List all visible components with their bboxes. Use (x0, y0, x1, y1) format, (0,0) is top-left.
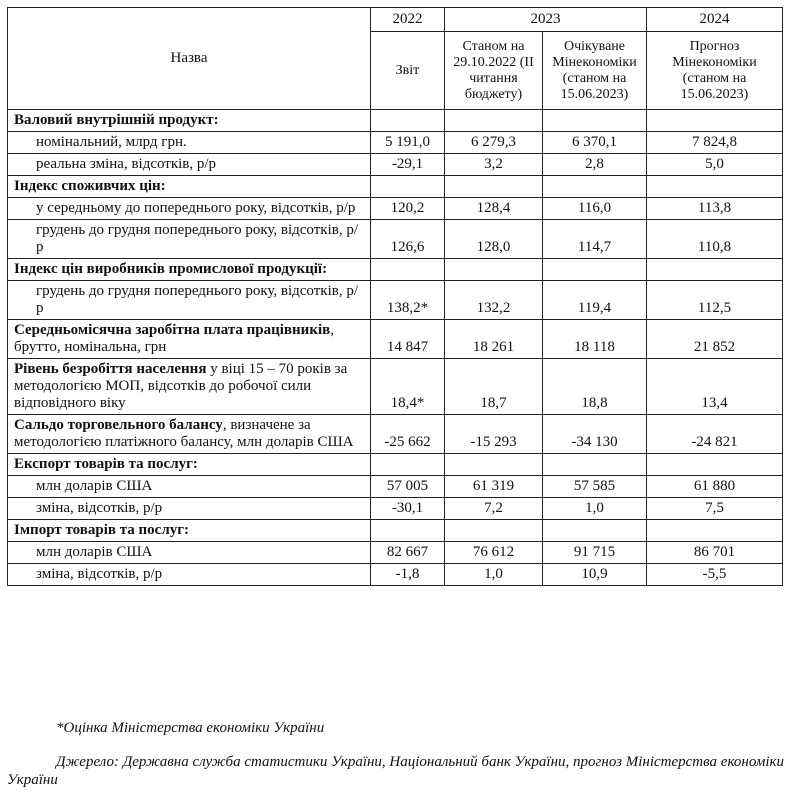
row-value: 82 667 (371, 542, 445, 564)
row-value: 119,4 (543, 281, 647, 320)
row-value (543, 259, 647, 281)
row-value: 57 585 (543, 476, 647, 498)
row-value: 86 701 (647, 542, 783, 564)
row-label-bold: Експорт товарів та послуг: (14, 456, 198, 472)
row-label: млн доларів США (8, 476, 371, 498)
row-label-rest: у віці 15 – 70 років за методологією МОП, відсотків до робочої сили відповідного віку (14, 361, 348, 411)
table-row (8, 542, 783, 564)
table-row (8, 259, 783, 281)
row-value: 138,2* (371, 281, 445, 320)
row-label: зміна, відсотків, р/р (8, 564, 371, 586)
header-report: Звіт (371, 32, 445, 110)
row-value (543, 176, 647, 198)
header-year-2023: 2023 (445, 8, 647, 32)
row-value: 7,5 (647, 498, 783, 520)
row-label-bold: Рівень безробіття населення (14, 361, 207, 377)
row-section-label (8, 454, 371, 476)
row-value: 112,5 (647, 281, 783, 320)
row-label-bold: Сальдо торговельного балансу (14, 417, 223, 433)
row-value: -5,5 (647, 564, 783, 586)
row-value (445, 454, 543, 476)
row-value: 14 847 (371, 320, 445, 359)
row-value: 5 191,0 (371, 132, 445, 154)
forecast-table (7, 7, 783, 586)
row-value: -24 821 (647, 415, 783, 454)
row-value: -29,1 (371, 154, 445, 176)
row-value (445, 110, 543, 132)
row-value: 7,2 (445, 498, 543, 520)
row-value (371, 259, 445, 281)
row-value: 57 005 (371, 476, 445, 498)
footnote: *Оцінка Міністерства економіки України (56, 720, 325, 736)
row-value: 132,2 (445, 281, 543, 320)
row-label: зміна, відсотків, р/р (8, 498, 371, 520)
row-value: 128,0 (445, 220, 543, 259)
row-value: 113,8 (647, 198, 783, 220)
table-row (8, 281, 783, 320)
row-section-label (8, 176, 371, 198)
header-expected-2023: Очікуване Мінекономіки (станом на 15.06.2023) (543, 32, 647, 110)
row-value: 7 824,8 (647, 132, 783, 154)
header-forecast-2024: Прогноз Мінекономіки (станом на 15.06.2023) (647, 32, 783, 110)
row-label-rest: , брутто, номінальна, грн (14, 322, 334, 355)
row-value: -25 662 (371, 415, 445, 454)
table-row (8, 132, 783, 154)
row-label-bold: Валовий внутрішній продукт: (14, 112, 219, 128)
row-value (647, 110, 783, 132)
table-row (8, 498, 783, 520)
row-value: 18,8 (543, 359, 647, 415)
table-row (8, 564, 783, 586)
row-value (647, 454, 783, 476)
header-budget-2023: Станом на 29.10.2022 (ІІ читання бюджету) (445, 32, 543, 110)
row-label: млн доларів США (8, 542, 371, 564)
row-label-rest: , визначене за методологією платіжного балансу, млн доларів США (14, 417, 354, 450)
header-name: Назва (8, 8, 371, 110)
table-row (8, 220, 783, 259)
row-label: грудень до грудня попереднього року, відсотків, р/р (8, 281, 371, 320)
row-value: 116,0 (543, 198, 647, 220)
row-value: 126,6 (371, 220, 445, 259)
row-section-label (8, 259, 371, 281)
table-row (8, 154, 783, 176)
table-body (8, 110, 783, 586)
row-label: реальна зміна, відсотків, р/р (8, 154, 371, 176)
row-value: 18,4* (371, 359, 445, 415)
row-label: у середньому до попереднього року, відсотків, р/р (8, 198, 371, 220)
row-value: 110,8 (647, 220, 783, 259)
row-value: 91 715 (543, 542, 647, 564)
row-label: грудень до грудня попереднього року, відсотків, р/р (8, 220, 371, 259)
row-value (371, 520, 445, 542)
notes (7, 719, 787, 789)
row-section-label (8, 359, 371, 415)
row-value (445, 259, 543, 281)
row-value: 1,0 (543, 498, 647, 520)
row-value (371, 454, 445, 476)
row-value: 61 880 (647, 476, 783, 498)
row-value: -34 130 (543, 415, 647, 454)
row-label: номінальний, млрд грн. (8, 132, 371, 154)
row-value: 6 370,1 (543, 132, 647, 154)
row-value: -30,1 (371, 498, 445, 520)
row-value: 76 612 (445, 542, 543, 564)
row-value: 21 852 (647, 320, 783, 359)
row-section-label (8, 110, 371, 132)
row-label-bold: Індекс споживчих цін: (14, 178, 166, 194)
table-row (8, 454, 783, 476)
row-value (371, 176, 445, 198)
table-row (8, 520, 783, 542)
row-value (445, 176, 543, 198)
row-label-bold: Індекс цін виробників промислової продукції: (14, 261, 328, 277)
row-label-bold: Середньомісячна заробітна плата працівників (14, 322, 331, 338)
row-value (371, 110, 445, 132)
row-value (647, 176, 783, 198)
row-value: 5,0 (647, 154, 783, 176)
row-value: 128,4 (445, 198, 543, 220)
row-value: 13,4 (647, 359, 783, 415)
row-value: 18 118 (543, 320, 647, 359)
row-value: -15 293 (445, 415, 543, 454)
table-row (8, 415, 783, 454)
row-value (647, 520, 783, 542)
table-row (8, 320, 783, 359)
table-row (8, 198, 783, 220)
source-note: Джерело: Державна служба статистики України, Національний банк України, прогноз Міністерства економіки України (7, 754, 785, 788)
table-row (8, 476, 783, 498)
table-row (8, 176, 783, 198)
row-value (543, 454, 647, 476)
row-value (543, 520, 647, 542)
row-value: 2,8 (543, 154, 647, 176)
header-year-2024: 2024 (647, 8, 783, 32)
row-section-label (8, 415, 371, 454)
row-value: 120,2 (371, 198, 445, 220)
header-year-2022: 2022 (371, 8, 445, 32)
row-value: -1,8 (371, 564, 445, 586)
table-row (8, 110, 783, 132)
row-value: 6 279,3 (445, 132, 543, 154)
row-value: 18 261 (445, 320, 543, 359)
row-value: 3,2 (445, 154, 543, 176)
row-label-bold: Імпорт товарів та послуг: (14, 522, 190, 538)
row-value (543, 110, 647, 132)
row-value: 114,7 (543, 220, 647, 259)
row-section-label (8, 320, 371, 359)
row-value: 1,0 (445, 564, 543, 586)
row-section-label (8, 520, 371, 542)
row-value (445, 520, 543, 542)
table-row (8, 359, 783, 415)
row-value: 61 319 (445, 476, 543, 498)
row-value: 18,7 (445, 359, 543, 415)
row-value (647, 259, 783, 281)
row-value: 10,9 (543, 564, 647, 586)
